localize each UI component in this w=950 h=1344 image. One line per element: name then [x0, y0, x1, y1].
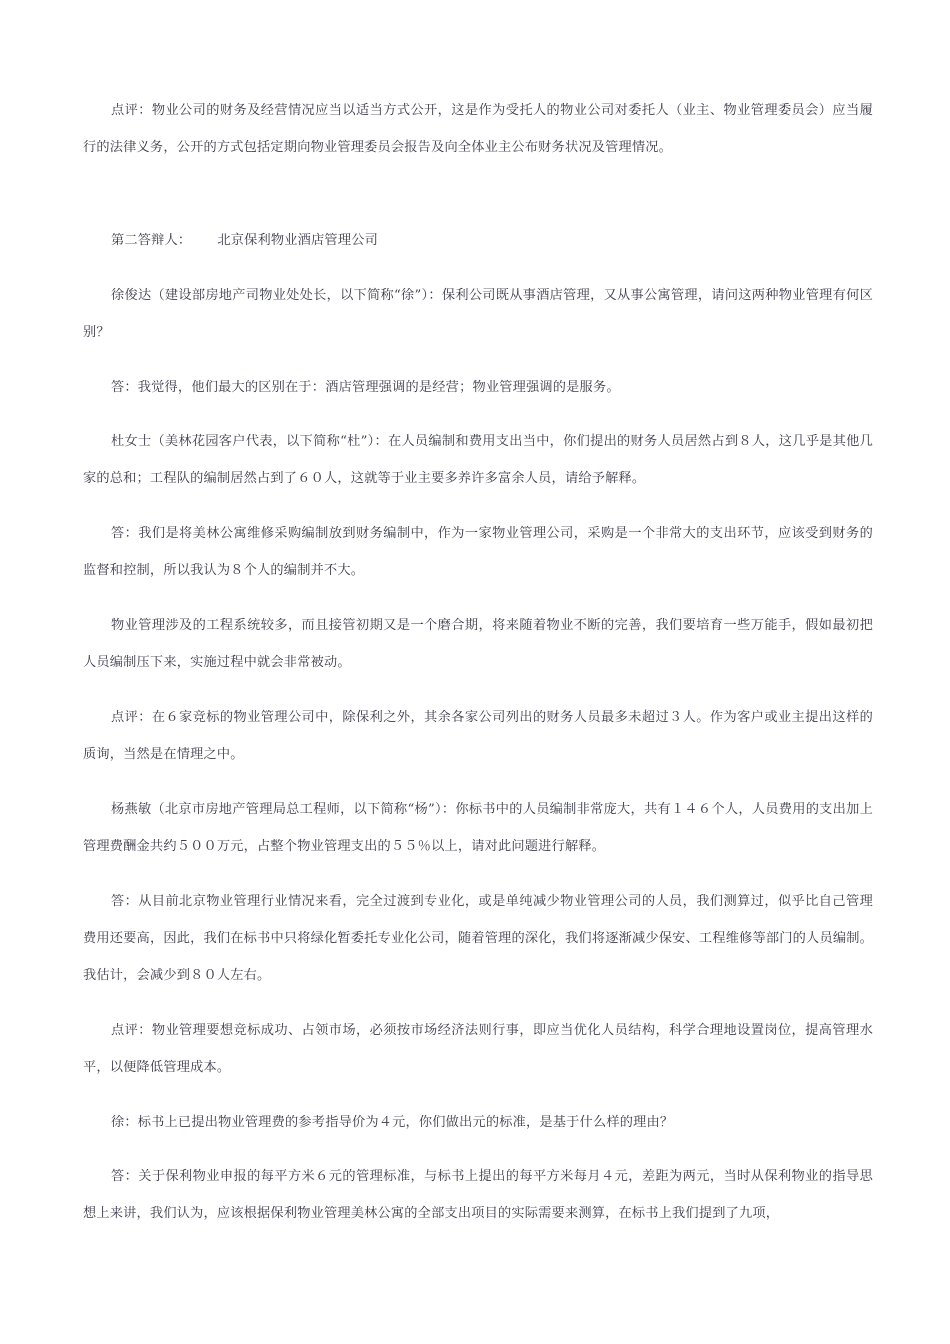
commentary-paragraph: 点评：在６家竞标的物业管理公司中，除保利之外，其余各家公司列出的财务人员最多未超过３人。作为客户或业主提出这样的质询，当然是在情理之中。 — [83, 710, 873, 762]
respondent-name: 北京保利物业酒店管理公司 — [217, 233, 378, 248]
respondent-line — [111, 222, 378, 259]
question-paragraph: 杜女士（美林花园客户代表，以下简称“杜”）：在人员编制和费用支出当中，你们提出的财务人员居然占到８人，这几乎是其他几家的总和；工程队的编制居然占到了６０人，这就等于业主要多养许多富余人员，请给予解释。 — [83, 434, 873, 486]
question-paragraph: 徐：标书上已提出物业管理费的参考指导价为４元，你们做出元的标准，是基于什么样的理由？ — [111, 1115, 674, 1130]
commentary-paragraph: 点评：物业公司的财务及经营情况应当以适当方式公开，这是作为受托人的物业公司对委托人（业主、物业管理委员会）应当履行的法律义务，公开的方式包括定期向物业管理委员会报告及向全体业主公布财务状况及管理情况。 — [83, 103, 873, 155]
answer-paragraph: 答：从目前北京物业管理行业情况来看，完全过渡到专业化，或是单纯减少物业管理公司的人员，我们测算过，似乎比自己管理费用还要高，因此，我们在标书中只将绿化暂委托专业化公司，随着管理的深化，我们将逐渐减少保安、工程维修等部门的人员编制。我估计，会减少到８０人左右。 — [83, 894, 873, 983]
respondent-label: 第二答辩人： — [111, 233, 192, 248]
question-paragraph: 杨燕敏（北京市房地产管理局总工程师，以下简称“杨”）：你标书中的人员编制非常庞大，共有１４６个人，人员费用的支出加上管理费酬金共约５００万元，占整个物业管理支出的５５％以上，请对此问题进行解释。 — [83, 802, 873, 854]
answer-paragraph: 答：我们是将美林公寓维修采购编制放到财务编制中，作为一家物业管理公司，采购是一个非常大的支出环节，应该受到财务的监督和控制，所以我认为８个人的编制并不大。 — [83, 526, 873, 578]
answer-paragraph: 答：关于保利物业申报的每平方米６元的管理标准，与标书上提出的每平方米每月４元，差距为两元，当时从保利物业的指导思想上来讲，我们认为，应该根据保利物业管理美林公寓的全部支出项目的实际需要来测算，在标书上我们提到了九项， — [83, 1169, 873, 1221]
commentary-paragraph: 点评：物业管理要想竞标成功、占领市场，必须按市场经济法则行事，即应当优化人员结构，科学合理地设置岗位，提高管理水平，以便降低管理成本。 — [83, 1023, 873, 1075]
answer-continuation-paragraph: 物业管理涉及的工程系统较多，而且接管初期又是一个磨合期，将来随着物业不断的完善，我们要培育一些万能手，假如最初把人员编制压下来，实施过程中就会非常被动。 — [83, 618, 873, 670]
question-paragraph: 徐俊达（建设部房地产司物业处处长，以下简称“徐”）：保利公司既从事酒店管理，又从事公寓管理，请问这两种物业管理有何区别？ — [83, 288, 873, 340]
answer-paragraph: 答：我觉得，他们最大的区别在于：酒店管理强调的是经营；物业管理强调的是服务。 — [111, 380, 620, 395]
